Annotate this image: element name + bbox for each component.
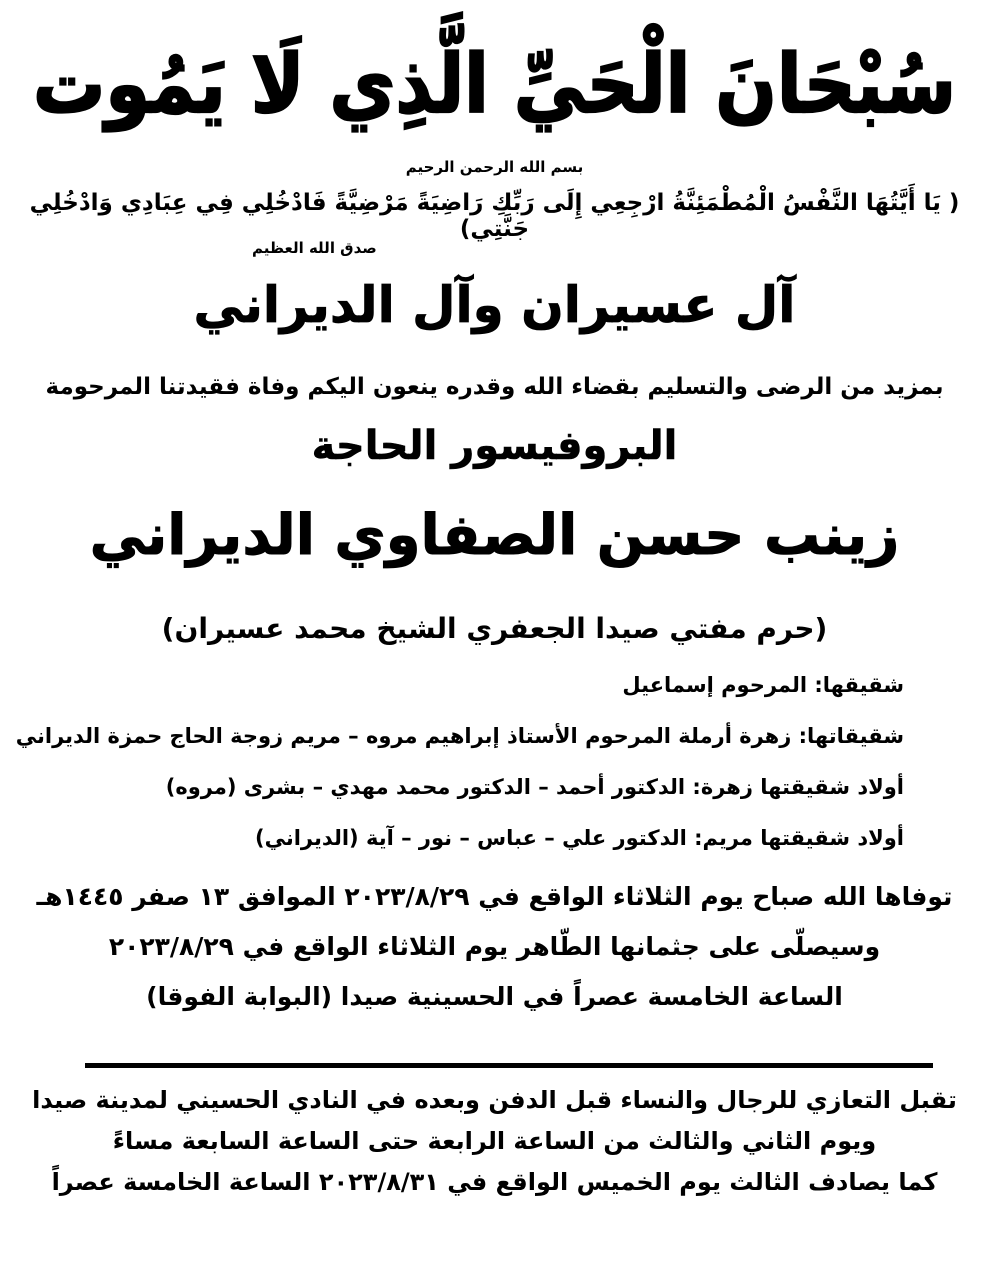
funeral-section <box>0 872 989 1022</box>
spouse-note: (حرم مفتي صيدا الجعفري الشيخ محمد عسيران) <box>161 612 828 645</box>
families-title: آل عسيران وآل الديراني <box>193 276 796 334</box>
relative-line-zahra-children: أولاد شقيقتها زهرة: الدكتور أحمد – الدكتور محمد مهدي – بشرى (مروه) <box>165 775 904 799</box>
relative-line-sisters: شقيقاتها: زهرة أرملة المرحوم الأستاذ إبراهيم مروه – مريم زوجة الحاج حمزة الديراني <box>15 724 904 748</box>
honorific-title: البروفيسور الحاجة <box>311 423 678 469</box>
condolences-section <box>0 1080 989 1203</box>
condolence-third-day-line: كما يصادف الثالث يوم الخميس الواقع في ٢٠٢٣/٨/٣١ الساعة الخامسة عصراً <box>51 1168 938 1196</box>
announcement-text: بمزيد من الرضى والتسليم بقضاء الله وقدره ينعون اليكم وفاة فقيدتنا المرحومة <box>45 374 944 400</box>
death-date-line: توفاها الله صباح يوم الثلاثاء الواقع في ٢٠٢٣/٨/٢٩ الموافق ١٣ صفر ١٤٤٥هـ <box>36 882 953 911</box>
condolence-days-line: ويوم الثاني والثالث من الساعة الرابعة حتى الساعة السابعة مساءً <box>112 1127 877 1155</box>
relatives-section <box>0 660 989 864</box>
relative-line-brother: شقيقها: المرحوم إسماعيل <box>622 673 904 697</box>
divider-line <box>85 1063 933 1068</box>
quran-verse: ( يَا أَيَّتُهَا النَّفْسُ الْمُطْمَئِنَّةُ ارْجِعِي إِلَى رَبِّكِ رَاضِيَةً مَرْضِيَّةً فَادْخُلِي فِي عِبَادِي وَادْخُلِي جَنَّتِي) <box>29 190 960 242</box>
relative-line-mariam-children: أولاد شقيقتها مريم: الدكتور علي – عباس – نور – آية (الديراني) <box>254 826 904 850</box>
basmala-text: بسم الله الرحمن الرحيم <box>405 158 584 176</box>
calligraphy-header: سُبْحَانَ الْحَيِّ الَّذِي لَا يَمُوت <box>33 36 956 132</box>
prayer-date-line: وسيصلّى على جثمانها الطّاهر يوم الثلاثاء الواقع في ٢٠٢٣/٨/٢٩ <box>108 932 881 961</box>
prayer-place-line: الساعة الخامسة عصراً في الحسينية صيدا (البوابة الفوقا) <box>146 982 843 1011</box>
deceased-name: زينب حسن الصفاوي الديراني <box>89 503 900 568</box>
sadaq-allah-text: صدق الله العظيم <box>252 239 377 257</box>
condolence-place-line: تقبل التعازي للرجال والنساء قبل الدفن وبعده في النادي الحسيني لمدينة صيدا <box>32 1086 957 1114</box>
